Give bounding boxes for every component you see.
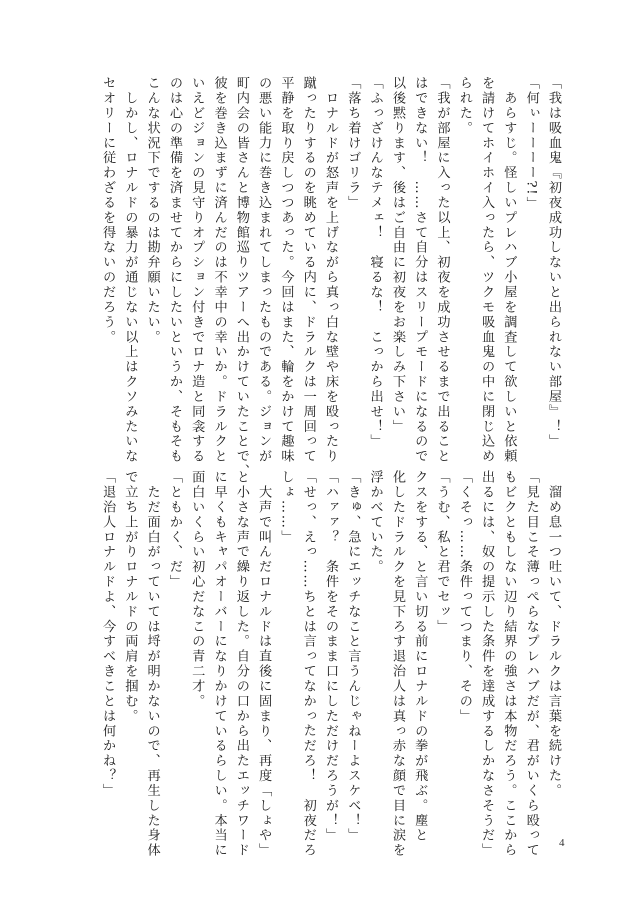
text-line: 「落ち着けゴリラ」 <box>345 76 361 211</box>
text-line: もビクともしない辺り結界の強さは本物だろう。ここから <box>501 470 517 858</box>
upper-text-column <box>96 76 564 479</box>
text-line: セオリーに従わざるを得ないのだろう。 <box>100 76 116 345</box>
text-line: 「ふっざけんなテメェ！ 寝るな！ こっから出せ！」 <box>367 76 383 449</box>
text-line: 「うむ、私と君でセッ」 <box>434 470 450 635</box>
text-line: の悪い能力に巻き込まれてしまったものである。ジョンが <box>256 76 272 464</box>
text-line: はできない！ ……さて自分はスリープモードになるので <box>412 76 428 464</box>
text-line: 溜め息一つ吐いて、ドラルクは言葉を続けた。 <box>546 470 561 799</box>
text-line: 「せっ、えっ……ちとは言ってなかっただろ！ 初夜だろ <box>300 470 316 858</box>
text-line: こんな状況下でするのは勘弁願いたい。 <box>144 76 160 345</box>
text-line: 「退治人ロナルドよ、今すべきことは何かね？」 <box>100 470 116 799</box>
text-line: 出るには、奴の提示した条件を達成するしかなさそうだ」 <box>479 470 495 858</box>
text-line: 化したドラルクを見下ろす退治人は真っ赤な顔で目に涙を <box>389 470 405 858</box>
text-line: クスをする、と言い切る前にロナルドの拳が飛ぶ。塵と <box>412 470 428 843</box>
text-line: ロナルドが怒声を上げながら真っ白な壁や床を殴ったり <box>323 76 339 464</box>
page-number: 4 <box>559 837 565 849</box>
text-line: いえどジョンの見守りオプション付きでロナ造と同衾する <box>189 76 205 464</box>
text-line: 町内会の皆さんと博物館巡りツアーへ出かけていたことで、 <box>233 76 249 479</box>
text-line: 「ともかく、だ」 <box>166 470 182 590</box>
text-line: 「何ぃーーーー?!」 <box>523 76 539 212</box>
text-line: 彼を巻き込まずに済んだのは不幸中の幸いか。ドラルクと <box>211 76 227 464</box>
text-line: 「見た目こそ薄っぺらなプレハブだが、君がいくら殴って <box>523 470 539 858</box>
text-line: と小さな声で繰り返した。自分の口から出たエッチワード <box>233 470 249 858</box>
text-line: 「ハァァ？ 条件をそのまま口にしただけだろうが！」 <box>323 470 339 843</box>
text-line: で立ち上がりロナルドの両肩を掴む。 <box>122 470 138 724</box>
text-line: 面白いくらい初心だなこの青二才。 <box>189 470 205 709</box>
text-line: を請けてホイホイ入ったら、ツクモ吸血鬼の中に閉じ込め <box>479 76 495 464</box>
lower-text-column <box>96 470 564 858</box>
text-line: 「我は吸血鬼『初夜成功しないと出られない部屋』！」 <box>546 76 561 449</box>
text-line: 「きゅ、急にエッチなこと言うんじゃねーよスケベ！」 <box>345 470 361 843</box>
text-line: 以後黙ります、後はご自由に初夜をお楽しみ下さい」 <box>389 76 405 435</box>
text-line: ただ面白がっていては埒が明かないので、再生した身体 <box>144 470 160 858</box>
text-line: に早くもキャパオーバーになりかけているらしい。本当に <box>211 470 227 858</box>
text-line: のは心の準備を済ませてからにしたいというか、そもそも <box>166 76 182 464</box>
text-line: 大声で叫んだロナルドは直後に固まり、再度「しょや」 <box>256 470 272 858</box>
text-line: 「我が部屋に入った以上、初夜を成功させるまで出ること <box>434 76 450 464</box>
text-line: 浮かべていた。 <box>367 470 383 575</box>
text-line: られた。 <box>456 76 472 136</box>
text-line: 平静を取り戻しつつあった。今回はまた、輪をかけて趣味 <box>278 76 294 464</box>
text-line: しょ……」 <box>278 470 294 545</box>
text-line: 蹴ったりするのを眺めている内に、ドラルクは一周回って <box>300 76 316 464</box>
text-line: あらすじ。怪しいプレハブ小屋を調査して欲しいと依頼 <box>501 76 517 464</box>
text-line: 「くそっ……条件ってつまり、その」 <box>456 470 472 724</box>
text-line: しかし、ロナルドの暴力が通じない以上はクソみたいな <box>122 76 138 464</box>
